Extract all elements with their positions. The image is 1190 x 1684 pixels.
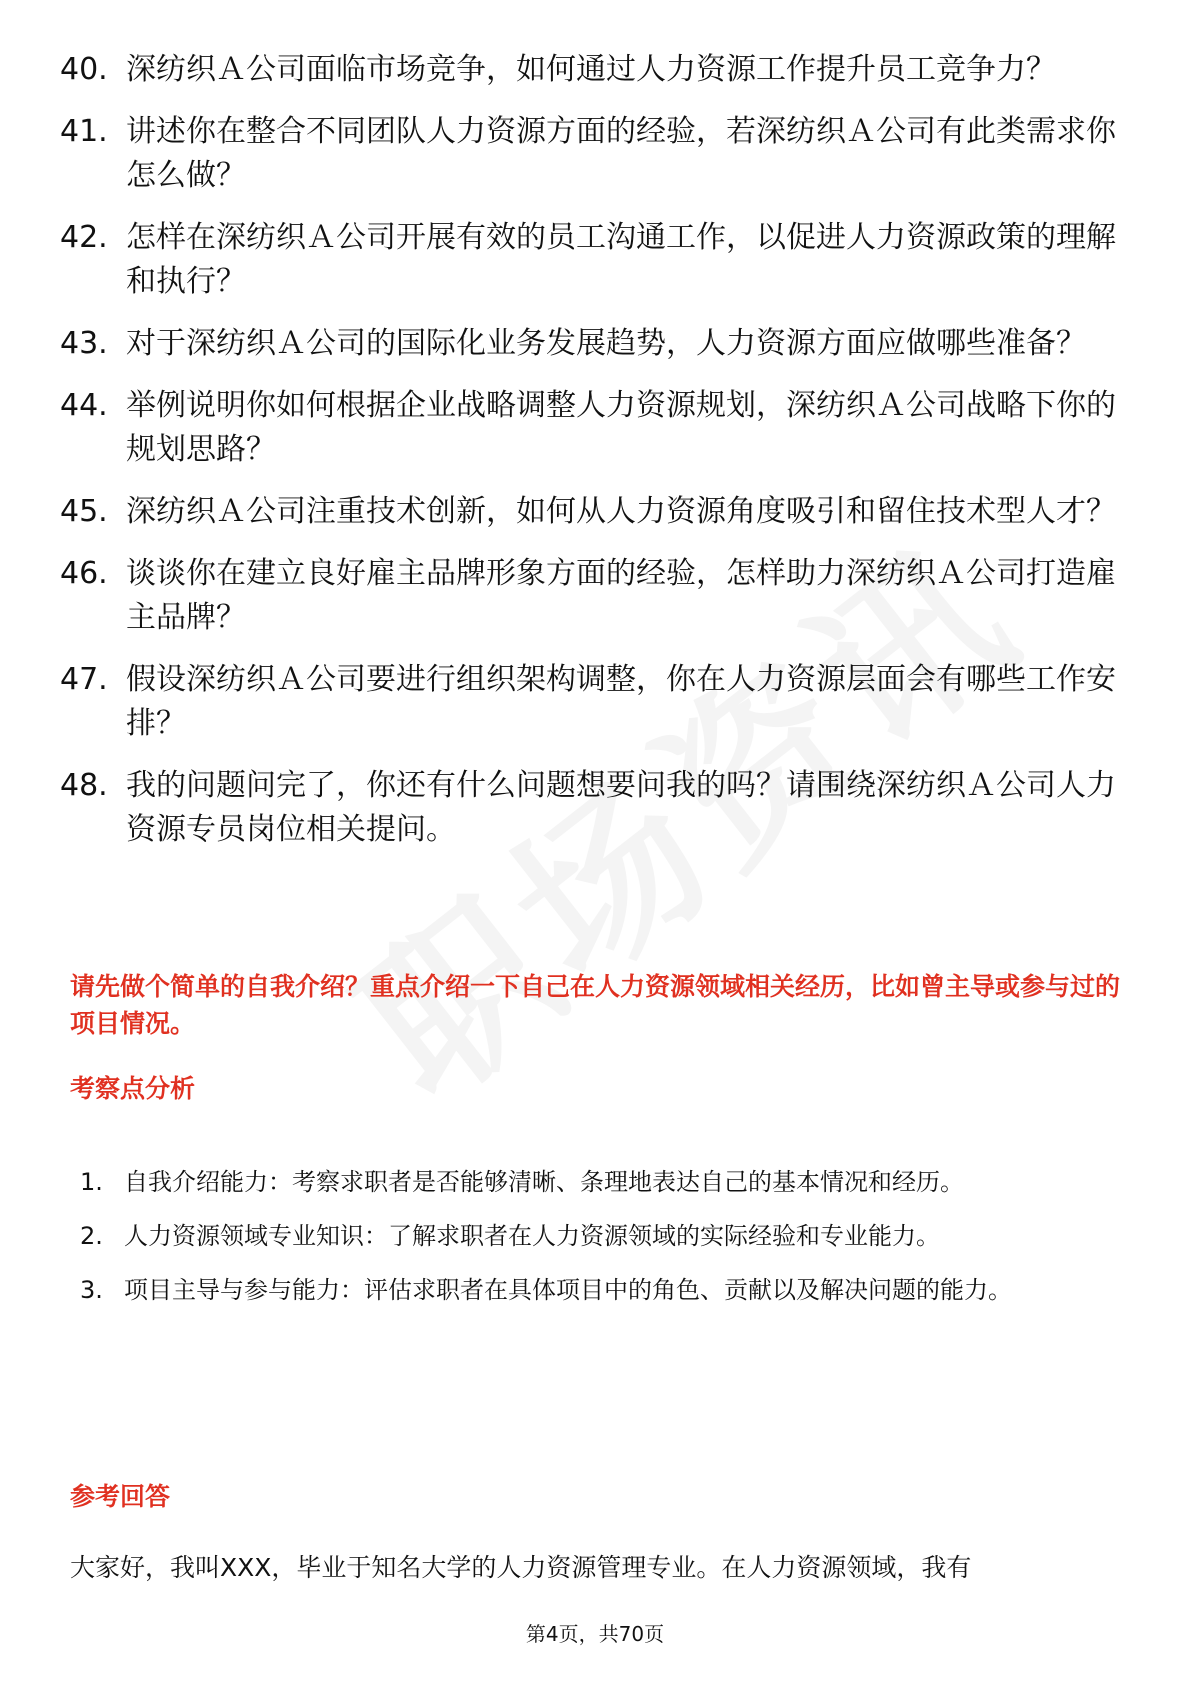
question-item-45 (60, 490, 1120, 534)
question-text: 我的问题问完了，你还有什么问题想要问我的吗？请围绕深纺织Ａ公司人力资源专员岗位相关提问。 (126, 768, 1116, 847)
analysis-heading: 考察点分析 (70, 1074, 196, 1103)
question-text: 假设深纺织Ａ公司要进行组织架构调整，你在人力资源层面会有哪些工作安排？ (126, 662, 1116, 741)
question-number: 47. (60, 662, 108, 697)
question-number: 45. (60, 494, 108, 529)
question-item-41 (60, 110, 1120, 198)
question-text: 讲述你在整合不同团队人力资源方面的经验，若深纺织Ａ公司有此类需求你怎么做？ (126, 114, 1116, 193)
analysis-text: 项目主导与参与能力：评估求职者在具体项目中的角色、贡献以及解决问题的能力。 (124, 1276, 1012, 1304)
page-number: 第4页，共70页 (525, 1622, 665, 1646)
analysis-text: 自我介绍能力：考察求职者是否能够清晰、条理地表达自己的基本情况和经历。 (124, 1168, 964, 1196)
answer-heading: 参考回答 (70, 1482, 171, 1511)
question-item-47 (60, 658, 1120, 746)
analysis-number: 3. (80, 1276, 103, 1304)
analysis-text: 人力资源领域专业知识：了解求职者在人力资源领域的实际经验和专业能力。 (124, 1222, 940, 1250)
question-item-44 (60, 384, 1120, 472)
question-text: 谈谈你在建立良好雇主品牌形象方面的经验，怎样助力深纺织Ａ公司打造雇主品牌？ (126, 556, 1116, 635)
question-number: 42. (60, 220, 108, 255)
featured-question: 请先做个简单的自我介绍？重点介绍一下自己在人力资源领域相关经历，比如曾主导或参与过的项目情况。 (70, 972, 1121, 1038)
question-number: 46. (60, 556, 108, 591)
question-number: 48. (60, 768, 108, 803)
question-list (60, 48, 1120, 870)
question-number: 40. (60, 52, 108, 87)
question-item-43 (60, 322, 1120, 366)
question-text: 深纺织Ａ公司注重技术创新，如何从人力资源角度吸引和留住技术型人才？ (126, 494, 1116, 529)
question-number: 43. (60, 326, 108, 361)
question-item-42 (60, 216, 1120, 304)
question-item-40 (60, 48, 1120, 92)
question-text: 深纺织Ａ公司面临市场竞争，如何通过人力资源工作提升员工竞争力？ (126, 52, 1056, 87)
analysis-list (80, 1155, 1120, 1317)
question-item-48 (60, 764, 1120, 852)
question-number: 41. (60, 114, 108, 149)
question-text: 举例说明你如何根据企业战略调整人力资源规划，深纺织Ａ公司战略下你的规划思路？ (126, 388, 1116, 467)
question-text: 怎样在深纺织Ａ公司开展有效的员工沟通工作，以促进人力资源政策的理解和执行？ (126, 220, 1116, 299)
question-text: 对于深纺织Ａ公司的国际化业务发展趋势，人力资源方面应做哪些准备？ (126, 326, 1086, 361)
question-item-46 (60, 552, 1120, 640)
analysis-item (80, 1155, 1120, 1209)
question-number: 44. (60, 388, 108, 423)
analysis-number: 1. (80, 1168, 103, 1196)
analysis-item (80, 1263, 1120, 1317)
analysis-number: 2. (80, 1222, 103, 1250)
answer-text: 大家好，我叫XXX，毕业于知名大学的人力资源管理专业。在人力资源领域，我有 (70, 1553, 972, 1582)
analysis-item (80, 1209, 1120, 1263)
